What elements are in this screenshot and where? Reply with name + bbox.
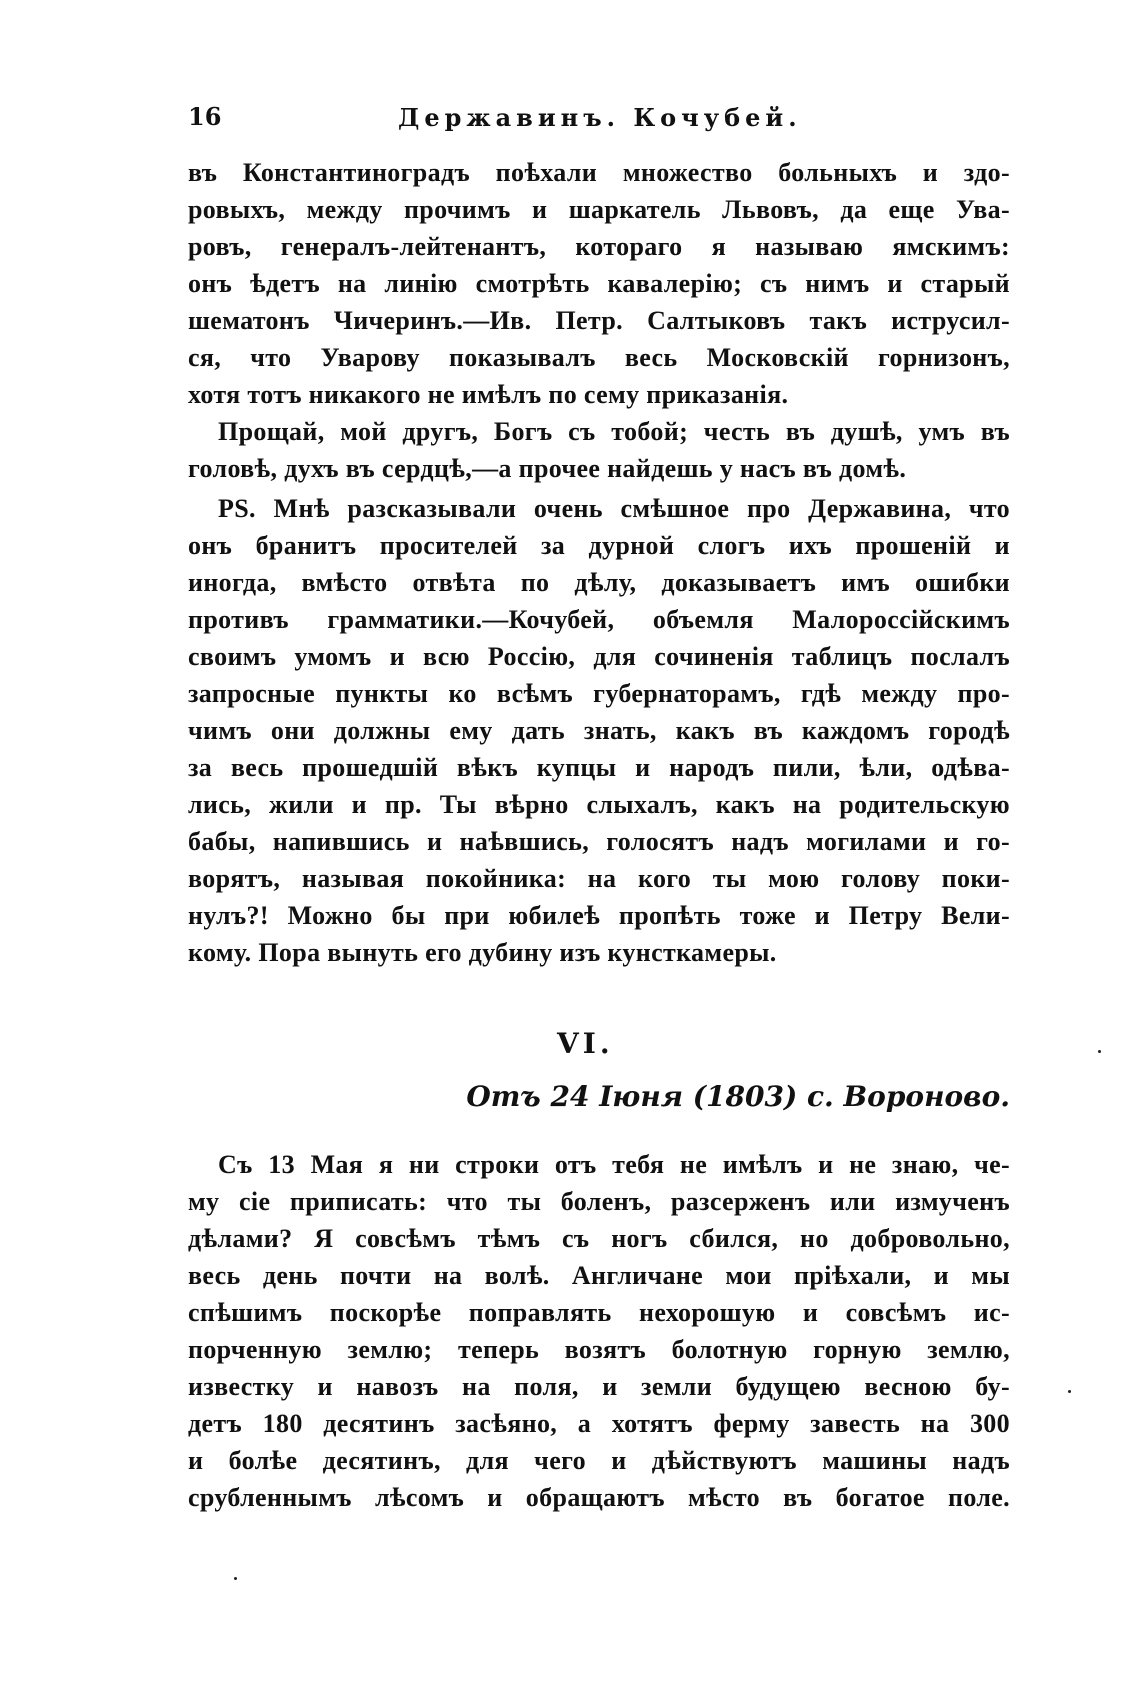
text-line: Прощай, мой другъ, Богъ съ тобой; честь въ душѣ, умъ въ [218,417,1010,446]
text-line: весь день почти на волѣ. Англичане мои пріѣхали, и мы [188,1261,1010,1290]
text-line: ворятъ, называя покойника: на кого ты мою голову поки- [188,864,1010,893]
text-line: головѣ, духъ въ сердцѣ,—а прочее найдешь у насъ въ домѣ. [188,454,907,483]
scan-speck [1068,1390,1071,1393]
page-header [188,100,1010,140]
text-line: и болѣе десятинъ, для чего и дѣйствуютъ машины надъ [188,1446,1010,1475]
text-line: въ Константиноградъ поѣхали множество больныхъ и здо- [188,158,1010,187]
text-line: детъ 180 десятинъ засѣяно, а хотятъ ферму завесть на 300 [188,1409,1010,1438]
text-line: кому. Пора вынуть его дубину изъ кунсткамеры. [188,938,777,967]
text-line: спѣшимъ поскорѣе поправлять нехорошую и совсѣмъ ис- [188,1298,1010,1327]
text-line: за весь прошедшій вѣкъ купцы и народъ пили, ѣли, одѣва- [188,753,1010,782]
text-line: дѣлами? Я совсѣмъ тѣмъ съ ногъ сбился, но добровольно, [188,1224,1010,1253]
letter-dateline: Отъ 24 Іюня (1803) с. Вороново. [466,1080,1010,1113]
text-line: онъ бранитъ просителей за дурной слогъ ихъ прошеній и [188,531,1010,560]
text-line: противъ грамматики.—Кочубей, объемля Малороссійскимъ [188,605,1010,634]
text-line: шематонъ Чичеринъ.—Ив. Петр. Салтыковъ такъ иструсил- [188,306,1010,335]
text-line: иногда, вмѣсто отвѣта по дѣлу, доказываетъ имъ ошибки [188,568,1010,597]
text-line: онъ ѣдетъ на линію смотрѣть кавалерію; съ нимъ и старый [188,269,1010,298]
text-line: хотя тотъ никакого не имѣлъ по сему приказанія. [188,380,789,409]
paragraph-1 [188,154,1010,413]
text-line: Съ 13 Мая я ни строки отъ тебя не имѣлъ и не знаю, че- [218,1150,1010,1179]
paragraph-vi [188,1146,1010,1516]
paragraph-postscript [188,490,1010,971]
text-line: лись, жили и пр. Ты вѣрно слыхалъ, какъ на родительскую [188,790,1010,819]
section-number: VI. [557,1027,614,1060]
text-line: чимъ они должны ему дать знать, какъ въ каждомъ городѣ [188,716,1010,745]
text-line: известку и навозъ на поля, и земли будущею весною бу- [188,1372,1010,1401]
text-line: ся, что Уварову показывалъ весь Московскій горнизонъ, [188,343,1010,372]
scan-speck [234,1577,237,1580]
text-line: срубленнымъ лѣсомъ и обращаютъ мѣсто въ богатое поле. [188,1483,1010,1512]
text-line: своимъ умомъ и всю Россію, для сочиненія таблицъ послалъ [188,642,1010,671]
text-line: му сіе приписать: что ты боленъ, разсерженъ или измученъ [188,1187,1010,1216]
running-head: Державинъ. Кочубей. [398,103,802,132]
text-line: порченную землю; теперь возятъ болотную горную землю, [188,1335,1010,1364]
page-number: 16 [188,102,222,131]
text-line: бабы, напившись и наѣвшись, голосятъ надъ могилами и го- [188,827,1010,856]
paragraph-2 [188,413,1010,487]
text-line: PS. Мнѣ разсказывали очень смѣшное про Державина, что [218,494,1010,523]
scan-speck [1098,1050,1101,1053]
text-line: запросные пункты ко всѣмъ губернаторамъ, гдѣ между про- [188,679,1010,708]
text-line: ровъ, генералъ-лейтенантъ, котораго я называю ямскимъ: [188,232,1010,261]
text-line: нулъ?! Можно бы при юбилеѣ пропѣть тоже и Петру Вели- [188,901,1010,930]
text-line: ровыхъ, между прочимъ и шаркатель Львовъ, да еще Ува- [188,195,1010,224]
